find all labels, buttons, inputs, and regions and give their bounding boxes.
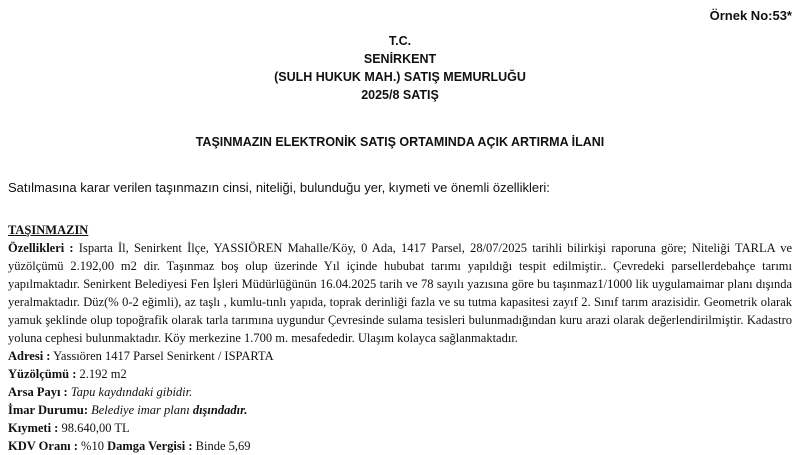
vat-value: %10	[77, 439, 108, 453]
header-office: (SULH HUKUK MAH.) SATIŞ MEMURLUĞU	[274, 70, 526, 84]
document-header	[0, 32, 800, 104]
address-label: Adresi :	[8, 349, 51, 363]
stamp-tax-label: Damga Vergisi :	[107, 439, 193, 453]
area-row	[8, 365, 792, 383]
property-features	[8, 239, 792, 347]
address-row	[8, 347, 792, 365]
zoning-row	[8, 401, 792, 419]
header-district: SENİRKENT	[363, 52, 437, 66]
stamp-tax-value: Binde 5,69	[192, 439, 251, 453]
property-section	[8, 221, 792, 455]
section-heading: TAŞINMAZIN	[8, 223, 89, 237]
address-value: Yassıören 1417 Parsel Senirkent / ISPARTA	[50, 349, 274, 363]
area-label: Yüzölçümü :	[8, 367, 77, 381]
zoning-value-emphasis: dışındadır.	[192, 403, 248, 417]
header-case-number: 2025/8 SATIŞ	[361, 88, 439, 102]
zoning-value: Belediye imar planı	[87, 403, 193, 417]
value-label: Kıymeti :	[8, 421, 59, 435]
ornek-number: Örnek No:53*	[709, 8, 792, 23]
tax-row	[8, 437, 792, 455]
header-tc: T.C.	[388, 34, 412, 48]
intro-text: Satılmasına karar verilen taşınmazın cinsi, niteliği, bulunduğu yer, kıymeti ve önemli özellikleri:	[8, 180, 550, 195]
share-value: Tapu kaydındaki gibidir.	[67, 385, 193, 399]
share-row	[8, 383, 792, 401]
area-value: 2.192 m2	[76, 367, 127, 381]
document-title: TAŞINMAZIN ELEKTRONİK SATIŞ ORTAMINDA AÇIK ARTIRMA İLANI	[195, 135, 605, 149]
share-label: Arsa Payı :	[8, 385, 68, 399]
vat-label: KDV Oranı :	[8, 439, 78, 453]
zoning-label: İmar Durumu:	[8, 403, 88, 417]
value-amount: 98.640,00 TL	[58, 421, 130, 435]
features-text: Isparta İl, Senirkent İlçe, YASSIÖREN Mahalle/Köy, 0 Ada, 1417 Parsel, 28/07/2025 tarihli bilirkişi raporuna göre; Niteliği TARLA ve yüzölçümü 2.192,00 m2 dir. Taşınmaz boş olup üzerinde Yıl içinde hububat tarımı yapıldığı tespit edilmiştir.. Çevredeki parsellerdebahçe tarımı yapılmaktadır. Senirkent Belediyesi Fen İşleri Müdürlüğünün 16.04.2025 tarih ve 78 sayılı yazısına göre bu taşınmaz1/1000 lik uygulamaimar planı dışında yeralmaktadır. Düz(% 0-2 eğimli), az taşlı , kumlu-tınlı yapıda, toprak derinliği fazla ve su tutma kapasitesi zayıf 2. Sınıf tarım arazisidir. Geometrik olarak yamuk şeklinde olup topoğrafik olarak tarla tarımına uygundur Çevresinde sulama tesisleri bulunmadığından kuru arazi olarak değerlendirilmiştir. Kadastro yoluna cephesi bulunmaktadır. Köy merkezine 1.700 m. mesafededir. Ulaşım kolayca sağlanmaktadır.	[8, 241, 792, 345]
value-row	[8, 419, 792, 437]
features-label: Özellikleri :	[8, 241, 74, 255]
